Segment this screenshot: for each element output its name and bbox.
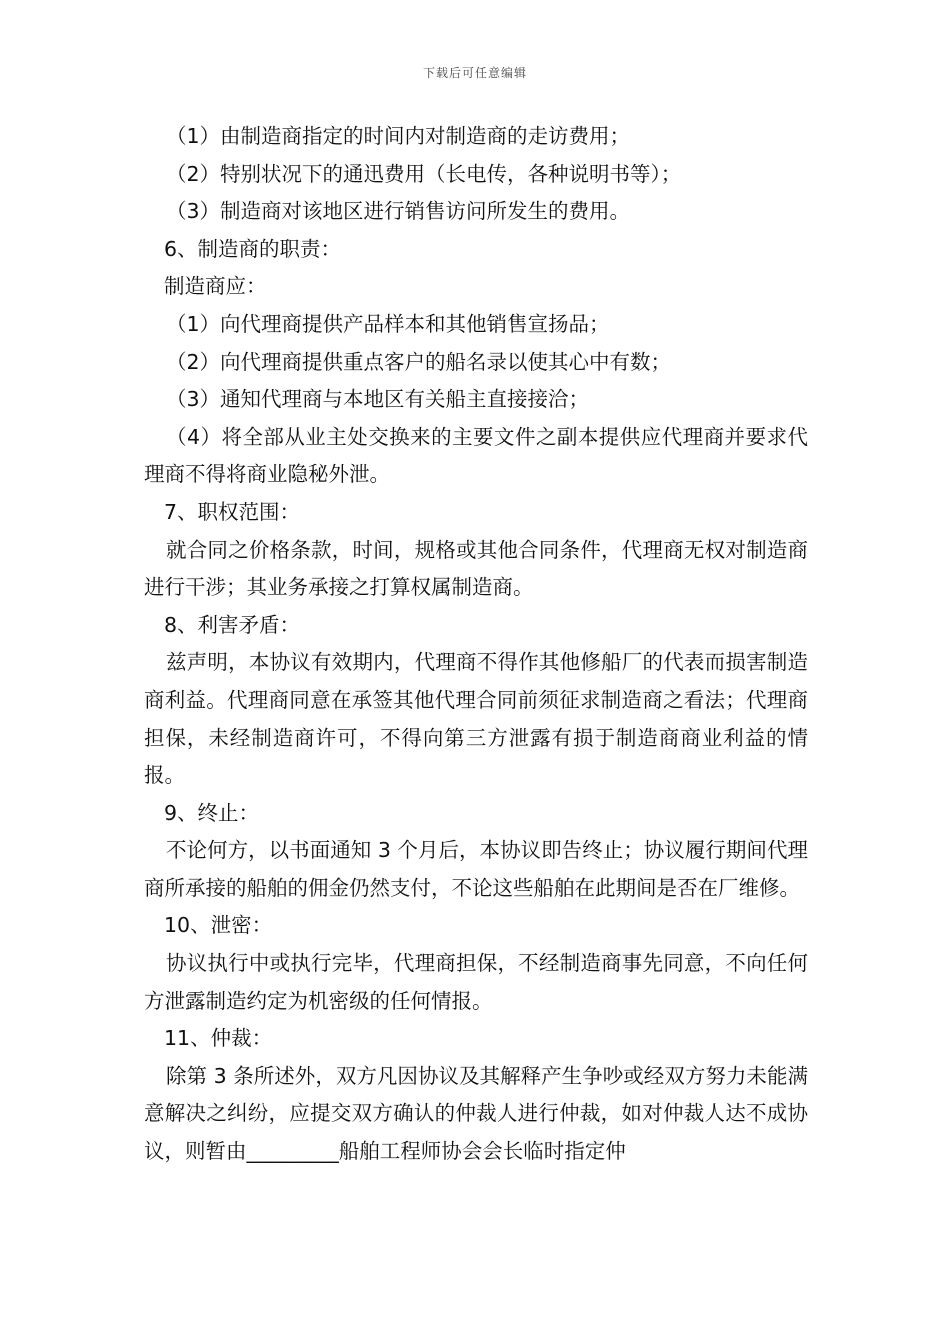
document-body — [144, 118, 808, 1171]
list-item: （2）特别状况下的通迅费用（长电传，各种说明书等）； — [166, 161, 682, 186]
list-item: （2）向代理商提供重点客户的船名录以使其心中有数； — [166, 349, 672, 374]
section-heading: 11、仲裁： — [164, 1026, 273, 1051]
section-heading: 10、泄密： — [164, 913, 273, 938]
section-heading: 6、制造商的职责： — [164, 236, 342, 261]
section-heading: 7、职权范围： — [164, 499, 301, 524]
list-item: （3）通知代理商与本地区有关船主直接接洽； — [166, 387, 590, 412]
paragraph: 就合同之价格条款，时间，规格或其他合同条件，代理商无权对制造商进行干涉；其业务承接之打算权属制造商。 — [144, 537, 808, 600]
paragraph: 除第 3 条所述外，双方凡因协议及其解释产生争吵或经双方努力未能满意解决之纠纷，应提交双方确认的仲裁人进行仲裁，如对仲裁人达不成协议，则暂由_________船舶工程师协会会长临时指定仲 — [144, 1063, 808, 1164]
list-item: （4）将全部从业主处交换来的主要文件之副本提供应代理商并要求代理商不得将商业隐秘外泄。 — [144, 424, 808, 487]
paragraph: 兹声明，本协议有效期内，代理商不得作其他修船厂的代表而损害制造商利益。代理商同意在承签其他代理合同前须征求制造商之看法；代理商担保，未经制造商许可，不得向第三方泄露有损于制造商商业利益的情报。 — [144, 650, 808, 788]
paragraph: 协议执行中或执行完毕，代理商担保，不经制造商事先同意，不向任何方泄露制造约定为机密级的任何情报。 — [144, 951, 808, 1013]
list-item: （1）向代理商提供产品样本和其他销售宣扬品； — [166, 311, 610, 336]
list-item: （3）制造商对该地区进行销售访问所发生的费用。 — [166, 199, 631, 224]
list-item: （1）由制造商指定的时间内对制造商的走访费用； — [166, 124, 631, 148]
paragraph: 不论何方，以书面通知 3 个月后，本协议即告终止；协议履行期间代理商所承接的船舶的佣金仍然支付，不论这些船舶在此期间是否在厂维修。 — [144, 838, 808, 900]
paragraph: 制造商应： — [164, 274, 267, 299]
section-heading: 9、终止： — [164, 800, 260, 825]
section-heading: 8、利害矛盾： — [164, 612, 301, 637]
page-header-note: 下载后可任意编辑 — [422, 66, 527, 80]
